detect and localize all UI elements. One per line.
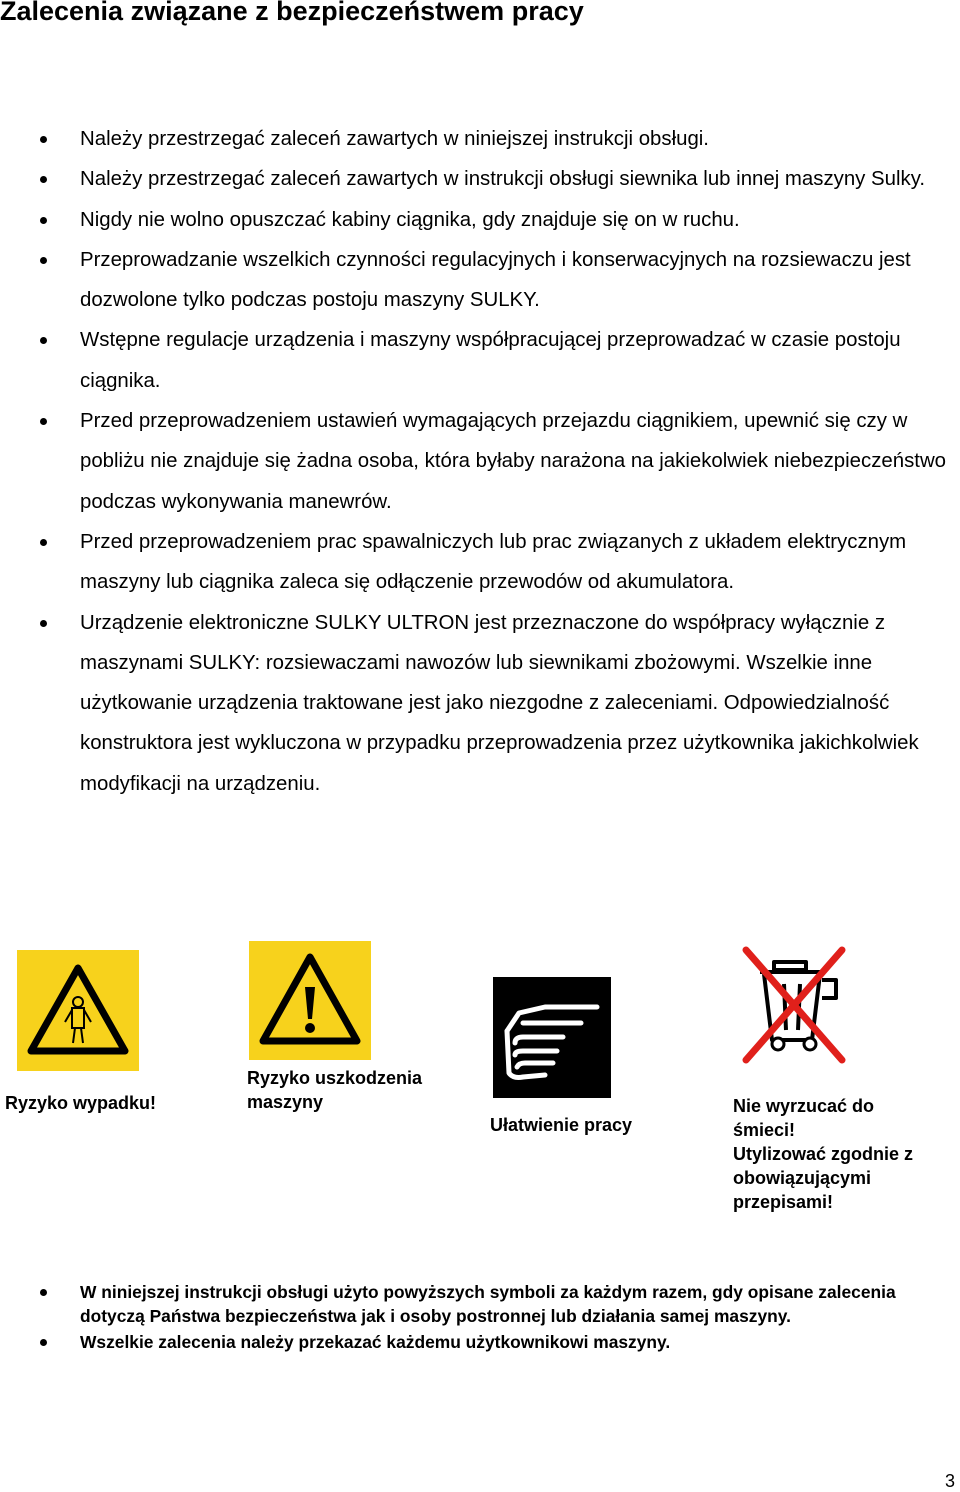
caption-line: obowiązującymi	[733, 1168, 872, 1188]
list-item: Przeprowadzanie wszelkich czynności regulacyjnych i konserwacyjnych na rozsiewaczu jest dozwolone tylko podczas postoju maszyny SULKY.	[0, 240, 960, 321]
list-item: W niniejszej instrukcji obsługi użyto powyższych symboli za każdym razem, gdy opisane zalecenia dotyczą Państwa bezpieczeństwa jak i osoby postronnej lub działania samej maszyny.	[0, 1280, 900, 1329]
caption-line: śmieci!	[733, 1120, 796, 1140]
page-title: Zalecenia związane z bezpieczeństwem pracy	[0, 0, 584, 26]
list-item: Wstępne regulacje urządzenia i maszyny współpracującej przeprowadzać w czasie postoju ciągnika.	[0, 320, 960, 401]
list-item: Wszelkie zalecenia należy przekazać każdemu użytkownikowi maszyny.	[0, 1330, 900, 1354]
symbol-caption: Ryzyko wypadku!	[5, 1093, 157, 1113]
pointing-hand-icon	[493, 977, 611, 1098]
machine-damage-warning-icon	[249, 941, 371, 1060]
symbol-caption: Ryzyko uszkodzenia maszyny	[247, 1068, 423, 1112]
person-hazard-icon	[17, 950, 139, 1071]
list-item: Przed przeprowadzeniem ustawień wymagających przejazdu ciągnikiem, upewnić się czy w pobliżu nie znajduje się żadna osoba, która byłaby narażona na jakiekolwiek niebezpieczeństwo podczas wykonywania manewrów.	[0, 401, 960, 522]
page-number: 3	[945, 1471, 956, 1491]
safety-rules-list	[0, 119, 960, 804]
caption-line: Nie wyrzucać do	[733, 1096, 875, 1116]
list-item: Urządzenie elektroniczne SULKY ULTRON jest przeznaczone do współpracy wyłącznie z maszynami SULKY: rozsiewaczami nawozów lub siewnikami zbożowymi. Wszelkie inne użytkowanie urządzenia traktowane jest jako niezgodne z zaleceniami. Odpowiedzialność konstruktora jest wykluczona w przypadku przeprowadzenia przez użytkownika jakichkolwiek modyfikacji na urządzeniu.	[0, 603, 960, 804]
list-item: Należy przestrzegać zaleceń zawartych w instrukcji obsługi siewnika lub innej maszyny Sulky.	[0, 159, 960, 199]
symbol-caption	[733, 1094, 958, 1214]
crossed-out-bin-icon	[736, 940, 856, 1070]
list-item: Nigdy nie wolno opuszczać kabiny ciągnika, gdy znajduje się on w ruchu.	[0, 200, 960, 240]
list-item: Przed przeprowadzeniem prac spawalniczych lub prac związanych z układem elektrycznym maszyny lub ciągnika zaleca się odłączenie przewodów od akumulatora.	[0, 522, 960, 603]
symbol-caption: Ułatwienie pracy	[490, 1115, 633, 1135]
caption-line: przepisami!	[733, 1192, 834, 1212]
caption-line: Utylizować zgodnie z	[733, 1144, 914, 1164]
list-item: Należy przestrzegać zaleceń zawartych w niniejszej instrukcji obsługi.	[0, 119, 960, 159]
symbols-notes-list	[0, 1280, 900, 1354]
